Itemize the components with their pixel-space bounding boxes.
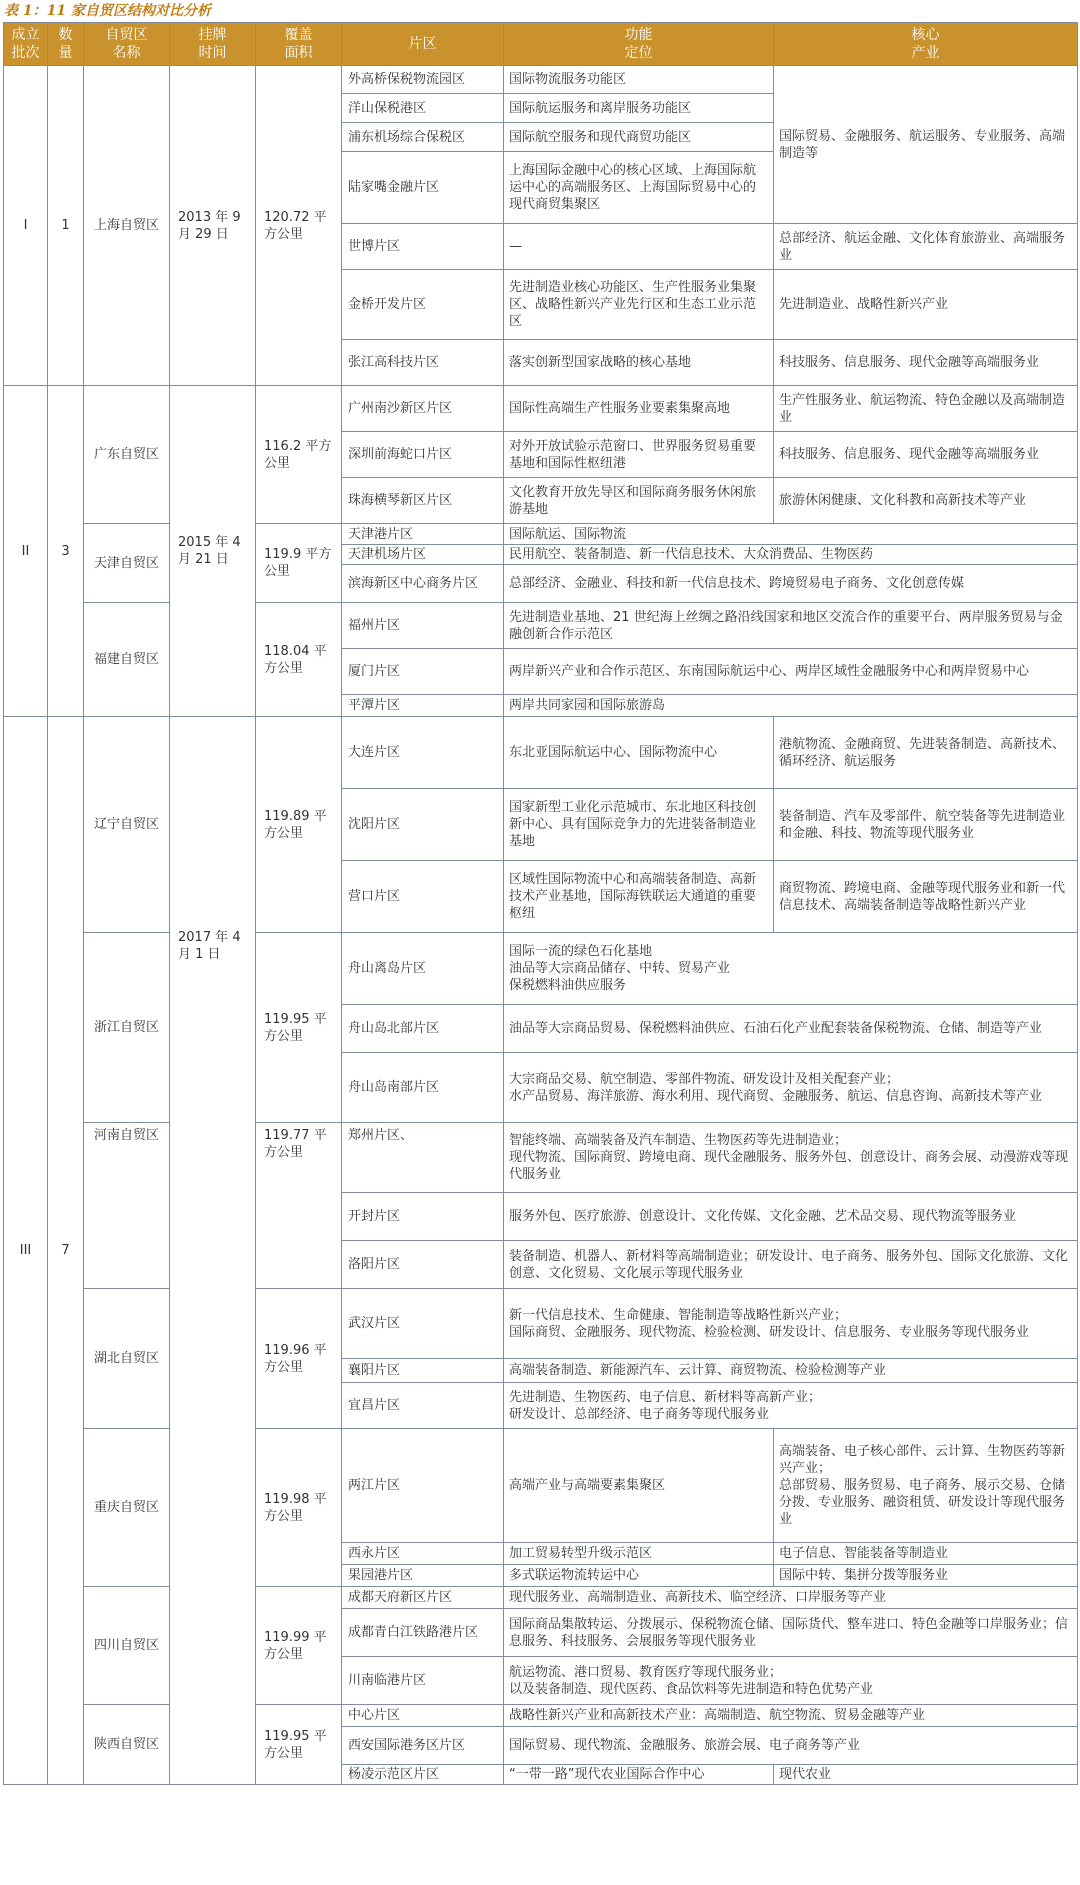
area-cell: 116.2 平方公里 [256,386,342,524]
table-row [4,933,1078,1005]
header-function: 功能 定位 [504,23,774,66]
zone-cell: 两江片区 [342,1429,504,1543]
ftz-name-cell: 辽宁自贸区 [84,717,170,933]
zone-cell: 舟山岛南部片区 [342,1053,504,1123]
zone-cell: 成都青白江铁路港片区 [342,1609,504,1657]
function-cell: 油品等大宗商品贸易、保税燃料油供应、石油石化产业配套装备保税物流、仓储、制造等产业 [504,1005,1078,1053]
zone-cell: 张江高科技片区 [342,340,504,386]
zone-cell: 杨凌示范区片区 [342,1765,504,1785]
ftz-name-cell: 上海自贸区 [84,66,170,386]
function-cell: 先进制造、生物医药、电子信息、新材料等高新产业； 研发设计、总部经济、电子商务等现代服务业 [504,1383,1078,1429]
ftz-name-cell: 广东自贸区 [84,386,170,524]
function-cell: 两岸新兴产业和合作示范区、东南国际航运中心、两岸区域性金融服务中心和两岸贸易中心 [504,649,1078,695]
function-cell: 国际性高端生产性服务业要素集聚高地 [504,386,774,432]
industry-cell: 高端装备、电子核心部件、云计算、生物医药等新兴产业； 总部贸易、服务贸易、电子商务、展示交易、仓储分拨、专业服务、融资租赁、研发设计等现代服务业 [774,1429,1078,1543]
table-row [4,66,1078,94]
function-cell: 国际物流服务功能区 [504,66,774,94]
industry-cell: 国际中转、集拼分拨等服务业 [774,1565,1078,1587]
zone-cell: 洋山保税港区 [342,94,504,123]
zone-cell: 川南临港片区 [342,1657,504,1705]
function-cell: 东北亚国际航运中心、国际物流中心 [504,717,774,789]
function-cell: 智能终端、高端装备及汽车制造、生物医药等先进制造业； 现代物流、国际商贸、跨境电商、现代金融服务、服务外包、创意设计、商务会展、动漫游戏等现代服务业 [504,1123,1078,1193]
count-cell: 1 [48,66,84,386]
listing-time-cell: 2017 年 4 月 1 日 [170,717,256,1785]
count-cell: 7 [48,717,84,1785]
function-cell: 先进制造业核心功能区、生产性服务业集聚区、战略性新兴产业先行区和生态工业示范区 [504,270,774,340]
area-cell: 119.95 平方公里 [256,1705,342,1785]
zone-cell: 果园港片区 [342,1565,504,1587]
header-name: 自贸区 名称 [84,23,170,66]
zone-cell: 外高桥保税物流园区 [342,66,504,94]
industry-cell: 科技服务、信息服务、现代金融等高端服务业 [774,432,1078,478]
industry-cell: 旅游休闲健康、文化科教和高新技术等产业 [774,478,1078,524]
header-time: 挂牌 时间 [170,23,256,66]
area-cell: 118.04 平方公里 [256,603,342,717]
industry-cell: 现代农业 [774,1765,1078,1785]
ftz-comparison-table [3,22,1078,1785]
ftz-name-cell: 重庆自贸区 [84,1429,170,1587]
zone-cell: 大连片区 [342,717,504,789]
area-cell: 119.99 平方公里 [256,1587,342,1705]
batch-cell: II [4,386,48,717]
industry-cell: 科技服务、信息服务、现代金融等高端服务业 [774,340,1078,386]
function-cell: “一带一路”现代农业国际合作中心 [504,1765,774,1785]
zone-cell: 中心片区 [342,1705,504,1727]
zone-cell: 舟山岛北部片区 [342,1005,504,1053]
area-cell: 119.96 平方公里 [256,1289,342,1429]
table-caption: 表 1：11 家自贸区结构对比分析 [4,3,211,19]
function-cell: 高端装备制造、新能源汽车、云计算、商贸物流、检验检测等产业 [504,1359,1078,1383]
function-cell: 落实创新型国家战略的核心基地 [504,340,774,386]
function-cell: 国际商品集散转运、分拨展示、保税物流仓储、国际货代、整车进口、特色金融等口岸服务业；信息服务、科技服务、会展服务等现代服务业 [504,1609,1078,1657]
area-cell: 119.95 平方公里 [256,933,342,1123]
function-cell: 航运物流、港口贸易、教育医疗等现代服务业； 以及装备制造、现代医药、食品饮料等先进制造和特色优势产业 [504,1657,1078,1705]
function-cell: 国际航运服务和离岸服务功能区 [504,94,774,123]
ftz-name-cell: 河南自贸区 [84,1123,170,1289]
batch-cell: III [4,717,48,1785]
zone-cell: 平潭片区 [342,695,504,717]
header-row [4,23,1078,66]
zone-cell: 营口片区 [342,861,504,933]
function-cell: 上海国际金融中心的核心区域、上海国际航运中心的高端服务区、上海国际贸易中心的现代商贸集聚区 [504,152,774,224]
function-cell: 服务外包、医疗旅游、创意设计、文化传媒、文化金融、艺术品交易、现代物流等服务业 [504,1193,1078,1241]
header-batch: 成立 批次 [4,23,48,66]
table-row [4,1705,1078,1727]
industry-cell: 总部经济、航运金融、文化体育旅游业、高端服务业 [774,224,1078,270]
function-cell: 新一代信息技术、生命健康、智能制造等战略性新兴产业； 国际商贸、金融服务、现代物流、检验检测、研发设计、信息服务、专业服务等现代服务业 [504,1289,1078,1359]
function-cell: — [504,224,774,270]
ftz-name-cell: 天津自贸区 [84,524,170,603]
ftz-name-cell: 四川自贸区 [84,1587,170,1705]
ftz-name-cell: 浙江自贸区 [84,933,170,1123]
zone-cell: 世博片区 [342,224,504,270]
table-row [4,524,1078,545]
ftz-name-cell: 陕西自贸区 [84,1705,170,1785]
zone-cell: 深圳前海蛇口片区 [342,432,504,478]
area-cell: 120.72 平方公里 [256,66,342,386]
zone-cell: 成都天府新区片区 [342,1587,504,1609]
function-cell: 两岸共同家园和国际旅游岛 [504,695,1078,717]
industry-cell: 先进制造业、战略性新兴产业 [774,270,1078,340]
zone-cell: 广州南沙新区片区 [342,386,504,432]
function-cell: 总部经济、金融业、科技和新一代信息技术、跨境贸易电子商务、文化创意传媒 [504,565,1078,603]
industry-cell: 生产性服务业、航运物流、特色金融以及高端制造业 [774,386,1078,432]
table-row [4,1429,1078,1543]
zone-cell: 珠海横琴新区片区 [342,478,504,524]
zone-cell: 开封片区 [342,1193,504,1241]
industry-cell: 装备制造、汽车及零部件、航空装备等先进制造业和金融、科技、物流等现代服务业 [774,789,1078,861]
header-area: 覆盖 面积 [256,23,342,66]
function-cell: 区域性国际物流中心和高端装备制造、高新技术产业基地，国际海铁联运大通道的重要枢纽 [504,861,774,933]
zone-cell: 西永片区 [342,1543,504,1565]
listing-time-cell: 2015 年 4 月 21 日 [170,386,256,717]
zone-cell: 西安国际港务区片区 [342,1727,504,1765]
zone-cell: 郑州片区、 [342,1123,504,1193]
area-cell: 119.98 平方公里 [256,1429,342,1587]
ftz-name-cell: 湖北自贸区 [84,1289,170,1429]
zone-cell: 厦门片区 [342,649,504,695]
function-cell: 文化教育开放先导区和国际商务服务休闲旅游基地 [504,478,774,524]
zone-cell: 天津港片区 [342,524,504,545]
function-cell: 多式联运物流转运中心 [504,1565,774,1587]
zone-cell: 天津机场片区 [342,545,504,565]
function-cell: 现代服务业、高端制造业、高新技术、临空经济、口岸服务等产业 [504,1587,1078,1609]
ftz-name-cell: 福建自贸区 [84,603,170,717]
industry-cell: 电子信息、智能装备等制造业 [774,1543,1078,1565]
table-row [4,603,1078,649]
zone-cell: 洛阳片区 [342,1241,504,1289]
industry-cell: 商贸物流、跨境电商、金融等现代服务业和新一代信息技术、高端装备制造等战略性新兴产业 [774,861,1078,933]
function-cell: 国家新型工业化示范城市、东北地区科技创新中心、具有国际竞争力的先进装备制造业基地 [504,789,774,861]
zone-cell: 浦东机场综合保税区 [342,123,504,152]
function-cell: 加工贸易转型升级示范区 [504,1543,774,1565]
table-row [4,1587,1078,1609]
function-cell: 国际航运、国际物流 [504,524,1078,545]
batch-cell: I [4,66,48,386]
table-row [4,1123,1078,1193]
function-cell: 装备制造、机器人、新材料等高端制造业；研发设计、电子商务、服务外包、国际文化旅游、文化创意、文化贸易、文化展示等现代服务业 [504,1241,1078,1289]
function-cell: 高端产业与高端要素集聚区 [504,1429,774,1543]
count-cell: 3 [48,386,84,717]
table-row [4,1289,1078,1359]
zone-cell: 金桥开发片区 [342,270,504,340]
header-zone: 片区 [342,23,504,66]
zone-cell: 福州片区 [342,603,504,649]
function-cell: 民用航空、装备制造、新一代信息技术、大众消费品、生物医药 [504,545,1078,565]
zone-cell: 襄阳片区 [342,1359,504,1383]
area-cell: 119.9 平方公里 [256,524,342,603]
table-row [4,717,1078,789]
function-cell: 大宗商品交易、航空制造、零部件物流、研发设计及相关配套产业； 水产品贸易、海洋旅游、海水利用、现代商贸、金融服务、航运、信息咨询、高新技术等产业 [504,1053,1078,1123]
zone-cell: 沈阳片区 [342,789,504,861]
zone-cell: 滨海新区中心商务片区 [342,565,504,603]
zone-cell: 陆家嘴金融片区 [342,152,504,224]
zone-cell: 武汉片区 [342,1289,504,1359]
function-cell: 战略性新兴产业和高新技术产业：高端制造、航空物流、贸易金融等产业 [504,1705,1078,1727]
function-cell: 对外开放试验示范窗口、世界服务贸易重要基地和国际性枢纽港 [504,432,774,478]
function-cell: 先进制造业基地、21 世纪海上丝绸之路沿线国家和地区交流合作的重要平台、两岸服务贸易与金融创新合作示范区 [504,603,1078,649]
function-cell: 国际贸易、现代物流、金融服务、旅游会展、电子商务等产业 [504,1727,1078,1765]
header-count: 数 量 [48,23,84,66]
area-cell: 119.77 平方公里 [256,1123,342,1289]
area-cell: 119.89 平方公里 [256,717,342,933]
zone-cell: 宜昌片区 [342,1383,504,1429]
header-industry: 核心 产业 [774,23,1078,66]
function-cell: 国际航空服务和现代商贸功能区 [504,123,774,152]
industry-cell: 港航物流、金融商贸、先进装备制造、高新技术、循环经济、航运服务 [774,717,1078,789]
function-cell: 国际一流的绿色石化基地 油品等大宗商品储存、中转、贸易产业 保税燃料油供应服务 [504,933,1078,1005]
industry-cell: 国际贸易、金融服务、航运服务、专业服务、高端制造等 [774,66,1078,224]
zone-cell: 舟山离岛片区 [342,933,504,1005]
table-row [4,386,1078,432]
listing-time-cell: 2013 年 9 月 29 日 [170,66,256,386]
